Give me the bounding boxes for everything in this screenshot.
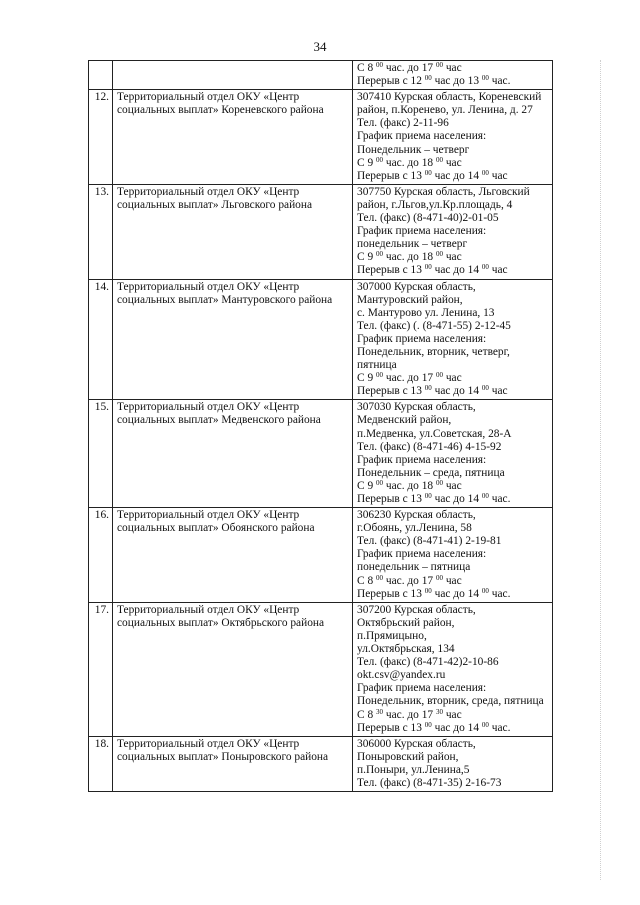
contact-line (357, 359, 549, 372)
contact-text: Понедельник – среда, пятница (357, 466, 505, 479)
contact-text: Понедельник – четверг (357, 143, 470, 156)
office-name: Территориальный отдел ОКУ «Центр социальных выплат» Кореневского района (113, 90, 353, 185)
contact-text: 306230 Курская область, (357, 509, 476, 522)
contact-text: час. до 17 (383, 574, 436, 587)
minutes-superscript: 00 (424, 74, 432, 83)
contact-text: час. до 18 (383, 479, 436, 492)
contact-text: час. до 17 (383, 62, 436, 74)
contact-text: час. (488, 587, 511, 600)
contact-text: час (442, 251, 462, 264)
contact-line (357, 372, 549, 385)
contact-text: График приема населения: (357, 453, 487, 466)
office-contact-info (353, 400, 553, 508)
minutes-superscript: 00 (481, 74, 489, 83)
office-contact-info (353, 602, 553, 736)
contact-text: Перерыв с 13 (357, 493, 425, 505)
minutes-superscript: 30 (376, 707, 383, 716)
contact-line (357, 238, 549, 251)
office-contact-info (353, 508, 553, 603)
contact-text: час до 14 (431, 264, 482, 277)
contact-text: Тел. (факс) (8-471-46) 4-15-92 (357, 440, 502, 453)
contact-text: Тел. (факс) (. (8-471-55) 2-12-45 (357, 319, 511, 332)
contact-text: График приема населения: (357, 130, 487, 143)
contact-text: г.Обоянь, ул.Ленина, 58 (357, 522, 472, 535)
contact-line (357, 738, 549, 751)
office-contact-info (353, 736, 553, 791)
contact-line (357, 441, 549, 454)
contact-line (357, 588, 549, 601)
minutes-superscript: 00 (435, 371, 443, 380)
contact-text: Перерыв с 13 (357, 169, 425, 182)
offices-table (88, 60, 553, 792)
contact-line (357, 62, 549, 75)
office-contact-info (353, 90, 553, 185)
office-contact-info (353, 184, 553, 279)
contact-line (357, 428, 549, 441)
contact-text: Медвенский район, (357, 414, 452, 427)
contact-text: час (488, 264, 508, 277)
contact-line (357, 307, 549, 320)
contact-text: час. до 18 (383, 156, 436, 169)
contact-text: С 8 (357, 574, 376, 587)
contact-line (357, 401, 549, 414)
contact-text: Поныровский район, (357, 750, 459, 763)
scan-edge-marks (600, 60, 603, 880)
contact-text: район, г.Льгов,ул.Кр.площадь, 4 (357, 198, 513, 211)
minutes-superscript: 00 (376, 371, 383, 380)
contact-line (357, 669, 549, 682)
contact-line (357, 346, 549, 359)
minutes-superscript: 00 (481, 168, 489, 177)
table-row (89, 400, 553, 508)
contact-line (357, 385, 549, 398)
contact-text: час. (488, 721, 511, 734)
minutes-superscript: 00 (424, 168, 432, 177)
contact-text: час (442, 156, 462, 169)
office-name: Территориальный отдел ОКУ «Центр социальных выплат» Октябрьского района (113, 602, 353, 736)
contact-text: понедельник – четверг (357, 238, 468, 251)
contact-line (357, 251, 549, 264)
row-number: 13. (89, 184, 113, 279)
minutes-superscript: 00 (424, 586, 432, 595)
minutes-superscript: 00 (481, 586, 489, 595)
contact-text: час до 14 (431, 385, 482, 398)
contact-text: Тел. (факс) (8-471-42)2-10-86 (357, 656, 499, 669)
contact-text: п.Прямицыно, (357, 629, 427, 642)
contact-line (357, 281, 549, 294)
contact-line (357, 695, 549, 708)
page-number: 34 (313, 39, 327, 54)
contact-line (357, 548, 549, 561)
row-number: 12. (89, 90, 113, 185)
contact-text: час (442, 372, 462, 385)
contact-text: час (488, 385, 508, 398)
row-number: 17. (89, 602, 113, 736)
minutes-superscript: 00 (481, 720, 489, 729)
table-row (89, 61, 553, 90)
minutes-superscript: 00 (376, 250, 383, 259)
contact-text: Понедельник, вторник, среда, пятница (357, 695, 544, 708)
contact-line (357, 186, 549, 199)
contact-text: час. (488, 75, 511, 88)
contact-line (357, 493, 549, 506)
contact-text: час. до 17 (383, 708, 436, 721)
row-number: 15. (89, 400, 113, 508)
contact-text: Тел. (факс) (8-471-40)2-01-05 (357, 212, 499, 225)
row-number: 18. (89, 736, 113, 791)
contact-text: С 9 (357, 251, 376, 264)
contact-text: час. (488, 493, 511, 505)
contact-text: С 9 (357, 372, 376, 385)
contact-line (357, 764, 549, 777)
contact-text: п.Поныри, ул.Ленина,5 (357, 763, 470, 776)
minutes-superscript: 00 (481, 263, 489, 272)
contact-text: Перерыв с 13 (357, 385, 425, 398)
contact-line (357, 522, 549, 535)
row-number: 14. (89, 279, 113, 400)
row-number (89, 61, 113, 90)
contact-line (357, 294, 549, 307)
contact-text: Тел. (факс) (8-471-41) 2-19-81 (357, 535, 502, 548)
contact-text: График приема населения: (357, 548, 487, 561)
contact-line (357, 199, 549, 212)
contact-line (357, 264, 549, 277)
contact-line (357, 709, 549, 722)
office-name: Территориальный отдел ОКУ «Центр социальных выплат» Мантуровского района (113, 279, 353, 400)
table-row (89, 602, 553, 736)
contact-line (357, 630, 549, 643)
contact-text: час до 14 (431, 721, 482, 734)
table-row (89, 279, 553, 400)
minutes-superscript: 00 (376, 155, 383, 164)
contact-line (357, 130, 549, 143)
contact-line (357, 643, 549, 656)
contact-text: 307750 Курская область, Льговский (357, 185, 530, 198)
contact-text: час (442, 479, 462, 492)
minutes-superscript: 00 (424, 384, 432, 393)
contact-text: час до 13 (431, 75, 482, 88)
minutes-superscript: 00 (424, 492, 432, 500)
contact-line (357, 604, 549, 617)
contact-line (357, 157, 549, 170)
contact-text: Перерыв с 13 (357, 587, 425, 600)
contact-line (357, 617, 549, 630)
contact-text: час (488, 169, 508, 182)
office-contact-info (353, 61, 553, 90)
contact-text: ул.Октябрьская, 134 (357, 643, 455, 656)
minutes-superscript: 00 (376, 573, 383, 582)
contact-text: 307410 Курская область, Кореневский (357, 91, 542, 104)
contact-line (357, 575, 549, 588)
minutes-superscript: 00 (481, 492, 489, 500)
office-contact-info (353, 279, 553, 400)
contact-text: час. до 17 (383, 372, 436, 385)
minutes-superscript: 00 (435, 155, 443, 164)
minutes-superscript: 00 (435, 573, 443, 582)
table-row (89, 90, 553, 185)
contact-text: 307200 Курская область, (357, 603, 476, 616)
contact-text: С 9 (357, 156, 376, 169)
contact-text: с. Мантурово ул. Ленина, 13 (357, 306, 495, 319)
contact-text: Перерыв с 13 (357, 264, 425, 277)
contact-line (357, 480, 549, 493)
contact-text: пятница (357, 359, 397, 372)
contact-text: С 9 (357, 479, 376, 492)
contact-text: час (442, 574, 462, 587)
contact-line (357, 320, 549, 333)
offices-table-body (89, 61, 553, 792)
contact-line (357, 509, 549, 522)
table-row (89, 508, 553, 603)
office-name: Территориальный отдел ОКУ «Центр социальных выплат» Поныровского района (113, 736, 353, 791)
contact-line (357, 225, 549, 238)
contact-line (357, 535, 549, 548)
table-row (89, 736, 553, 791)
row-number: 16. (89, 508, 113, 603)
office-name: Территориальный отдел ОКУ «Центр социальных выплат» Льговского района (113, 184, 353, 279)
minutes-superscript: 00 (424, 720, 432, 729)
contact-text: Мантуровский район, (357, 293, 463, 306)
contact-line (357, 144, 549, 157)
contact-text: Перерыв с 12 (357, 75, 425, 88)
table-row (89, 184, 553, 279)
contact-text: 307000 Курская область, (357, 280, 476, 293)
contact-text: 307030 Курская область, (357, 401, 476, 414)
contact-line (357, 117, 549, 130)
contact-line (357, 561, 549, 574)
minutes-superscript: 30 (435, 707, 443, 716)
contact-line (357, 104, 549, 117)
contact-line (357, 212, 549, 225)
contact-text: час. до 18 (383, 251, 436, 264)
contact-line (357, 333, 549, 346)
contact-line (357, 467, 549, 480)
contact-text: Перерыв с 13 (357, 721, 425, 734)
minutes-superscript: 00 (435, 61, 443, 69)
contact-text: С 8 (357, 62, 376, 74)
contact-line (357, 682, 549, 695)
minutes-superscript: 00 (376, 61, 383, 69)
contact-text: График приема населения: (357, 332, 487, 345)
contact-text: час до 14 (431, 169, 482, 182)
contact-line (357, 454, 549, 467)
contact-line (357, 722, 549, 735)
minutes-superscript: 00 (376, 478, 383, 487)
minutes-superscript: 00 (435, 250, 443, 259)
office-name: Территориальный отдел ОКУ «Центр социальных выплат» Обоянского района (113, 508, 353, 603)
contact-line (357, 656, 549, 669)
contact-text: п.Медвенка, ул.Советская, 28-А (357, 427, 512, 440)
contact-text: С 8 (357, 708, 376, 721)
contact-line (357, 170, 549, 183)
contact-text: час до 14 (431, 587, 482, 600)
contact-text: okt.csv@yandex.ru (357, 669, 446, 682)
contact-line (357, 777, 549, 790)
contact-line (357, 414, 549, 427)
contact-text: График приема населения: (357, 682, 487, 695)
contact-text: Тел. (факс) (8-471-35) 2-16-73 (357, 776, 502, 789)
minutes-superscript: 00 (435, 478, 443, 487)
contact-text: График приема населения: (357, 225, 487, 238)
contact-text: час (442, 708, 462, 721)
contact-text: Понедельник, вторник, четверг, (357, 345, 510, 358)
minutes-superscript: 00 (424, 263, 432, 272)
contact-line (357, 751, 549, 764)
contact-line (357, 91, 549, 104)
contact-text: час до 14 (431, 493, 482, 505)
contact-text: 306000 Курская область, (357, 737, 476, 750)
minutes-superscript: 00 (481, 384, 489, 393)
contact-line (357, 75, 549, 88)
contact-text: Тел. (факс) 2-11-96 (357, 117, 449, 130)
contact-text: Октябрьский район, (357, 616, 455, 629)
contact-text: район, п.Коренево, ул. Ленина, д. 27 (357, 104, 533, 117)
office-name (113, 61, 353, 90)
contact-text: час (442, 62, 462, 74)
office-name: Территориальный отдел ОКУ «Центр социальных выплат» Медвенского района (113, 400, 353, 508)
contact-text: понедельник – пятница (357, 561, 471, 574)
